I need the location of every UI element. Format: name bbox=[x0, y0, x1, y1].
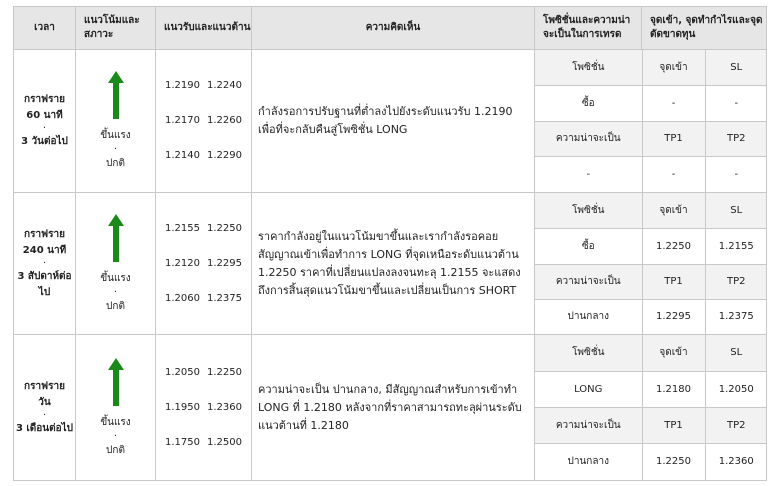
trend-strength: ขึ้นแรง bbox=[100, 272, 131, 284]
resistance-level: 1.2500 bbox=[207, 436, 242, 448]
position-value: 1.2180 bbox=[642, 371, 705, 407]
position-value: 1.2250 bbox=[642, 228, 705, 264]
trend-separator: · bbox=[113, 144, 118, 155]
position-value: ซื้อ bbox=[535, 228, 642, 264]
timeframe-separator: · bbox=[42, 257, 47, 269]
position-value: TP2 bbox=[705, 121, 767, 156]
position-table bbox=[535, 50, 767, 192]
position-row bbox=[535, 407, 767, 443]
support-level: 1.2155 bbox=[165, 222, 200, 234]
position-value: จุดเข้า bbox=[642, 193, 705, 228]
position-value: SL bbox=[705, 193, 767, 228]
resistance-level: 1.2290 bbox=[207, 150, 242, 161]
position-row bbox=[535, 299, 767, 334]
timeframe-cell bbox=[14, 193, 76, 335]
levels-cell bbox=[156, 335, 252, 481]
up-arrow-icon bbox=[108, 71, 124, 119]
timeframe-horizon: 3 วันต่อไป bbox=[21, 136, 68, 147]
position-value: TP1 bbox=[642, 121, 705, 156]
position-value: TP2 bbox=[705, 407, 767, 443]
level-pair bbox=[165, 115, 251, 127]
support-level: 1.2050 bbox=[165, 366, 200, 378]
position-value: - bbox=[705, 156, 767, 192]
timeframe-horizon: 3 เดือนต่อไป bbox=[15, 422, 74, 434]
level-pair bbox=[165, 293, 251, 305]
position-value: TP2 bbox=[705, 264, 767, 299]
timeframe-separator: · bbox=[42, 123, 47, 134]
comment-text: ราคากำลังอยู่ในแนวโน้มขาขึ้นและเรากำลังรอคอยสัญญาณเข้าเพื่อทำการ LONG ที่จุดเหนือระดับแนวต้าน 1.2250 ราคาที่เปลี่ยนแปลงลงจนทะลุ 1.2155 จะแสดงถึงการสิ้นสุดแนวโน้มขาขึ้นและเปลี่ยนเป็นการ SHORT bbox=[258, 229, 521, 297]
trend-strength: ขึ้นแรง bbox=[100, 416, 131, 428]
position-value: - bbox=[705, 85, 767, 121]
timeframe-line1: กราฟราย bbox=[24, 228, 65, 240]
position-row bbox=[535, 193, 767, 228]
trend-condition: ปกติ bbox=[106, 444, 125, 456]
position-value: ซื้อ bbox=[535, 85, 642, 121]
resistance-level: 1.2250 bbox=[207, 366, 242, 378]
trend-cell bbox=[76, 193, 156, 335]
trend-condition: ปกติ bbox=[106, 300, 125, 312]
trend-cell bbox=[76, 50, 156, 193]
timeframe-row bbox=[14, 193, 767, 335]
position-row bbox=[535, 264, 767, 299]
position-value: 1.2295 bbox=[642, 299, 705, 334]
support-level: 1.1750 bbox=[165, 436, 200, 448]
position-row bbox=[535, 121, 767, 156]
trend-cell bbox=[76, 335, 156, 481]
position-cell bbox=[535, 335, 767, 481]
position-table bbox=[535, 335, 767, 480]
support-level: 1.2120 bbox=[165, 257, 200, 269]
position-row bbox=[535, 335, 767, 371]
position-value: - bbox=[642, 85, 705, 121]
support-level: 1.2190 bbox=[165, 80, 200, 91]
position-value: จุดเข้า bbox=[642, 50, 705, 85]
timeframe-cell bbox=[14, 335, 76, 481]
timeframe-separator: · bbox=[42, 409, 47, 421]
comment-cell bbox=[252, 193, 535, 335]
header-time: เวลา bbox=[14, 7, 76, 50]
levels-cell bbox=[156, 193, 252, 335]
position-value: TP1 bbox=[642, 407, 705, 443]
position-value: ปานกลาง bbox=[535, 443, 642, 480]
analysis-table bbox=[13, 6, 767, 481]
resistance-level: 1.2250 bbox=[207, 222, 242, 234]
level-pair bbox=[165, 150, 251, 162]
comment-cell bbox=[252, 50, 535, 193]
header-row bbox=[14, 7, 767, 50]
position-value: ปานกลาง bbox=[535, 299, 642, 334]
up-arrow-icon bbox=[108, 358, 124, 406]
level-pair bbox=[165, 367, 251, 379]
position-cell bbox=[535, 50, 767, 193]
position-row bbox=[535, 443, 767, 480]
support-level: 1.1950 bbox=[165, 401, 200, 413]
position-value: 1.2155 bbox=[705, 228, 767, 264]
position-value: - bbox=[642, 156, 705, 192]
levels-cell bbox=[156, 50, 252, 193]
position-value: 1.2050 bbox=[705, 371, 767, 407]
position-value: 1.2360 bbox=[705, 443, 767, 480]
position-value: TP1 bbox=[642, 264, 705, 299]
trend-strength: ขึ้นแรง bbox=[100, 130, 131, 141]
level-pair bbox=[165, 223, 251, 235]
level-pair bbox=[165, 402, 251, 414]
position-row bbox=[535, 156, 767, 192]
position-row bbox=[535, 50, 767, 85]
position-value: SL bbox=[705, 50, 767, 85]
position-value: 1.2375 bbox=[705, 299, 767, 334]
up-arrow-icon bbox=[108, 214, 124, 262]
resistance-level: 1.2295 bbox=[207, 257, 242, 269]
timeframe-row bbox=[14, 335, 767, 481]
trend-separator: · bbox=[113, 286, 118, 298]
position-value: โพซิชั่น bbox=[535, 193, 642, 228]
position-value: SL bbox=[705, 335, 767, 371]
support-level: 1.2170 bbox=[165, 115, 200, 126]
comment-cell bbox=[252, 335, 535, 481]
position-row bbox=[535, 85, 767, 121]
position-value: โพซิชั่น bbox=[535, 50, 642, 85]
timeframe-cell bbox=[14, 50, 76, 193]
comment-text: กำลังรอการปรับฐานที่ต่ำลงไปยังระดับแนวรับ 1.2190 เพื่อที่จะกลับคืนสู่โพซิชั่น LONG bbox=[258, 105, 513, 136]
position-value: ความน่าจะเป็น bbox=[535, 407, 642, 443]
timeframe-row bbox=[14, 50, 767, 193]
support-level: 1.2140 bbox=[165, 150, 200, 161]
timeframe-line2: วัน bbox=[38, 396, 51, 408]
timeframe-line1: กราฟราย bbox=[24, 94, 65, 105]
header-comment: ความคิดเห็น bbox=[252, 7, 535, 50]
level-pair bbox=[165, 80, 251, 92]
position-value: โพซิชั่น bbox=[535, 335, 642, 371]
header-position: โพซิชั่นและความน่าจะเป็นในการเทรด bbox=[535, 7, 642, 50]
header-targets: จุดเข้า, จุดทำกำไรและจุดตัดขาดทุน bbox=[642, 7, 767, 50]
comment-text: ความน่าจะเป็น ปานกลาง, มีสัญญาณสำหรับการเข้าทำ LONG ที่ 1.2180 หลังจากที่ราคาสามารถทะลุผ่านระดับแนวต้านที่ 1.2180 bbox=[258, 382, 522, 432]
trend-condition: ปกติ bbox=[106, 158, 125, 169]
position-value: - bbox=[535, 156, 642, 192]
position-value: ความน่าจะเป็น bbox=[535, 264, 642, 299]
position-value: จุดเข้า bbox=[642, 335, 705, 371]
position-row bbox=[535, 228, 767, 264]
header-trend: แนวโน้มและสภาวะ bbox=[76, 7, 156, 50]
resistance-level: 1.2240 bbox=[207, 80, 242, 91]
resistance-level: 1.2375 bbox=[207, 292, 242, 304]
timeframe-horizon: 3 สัปดาห์ต่อไป bbox=[17, 270, 72, 298]
trend-separator: · bbox=[113, 430, 118, 442]
level-pair bbox=[165, 437, 251, 449]
position-cell bbox=[535, 193, 767, 335]
support-level: 1.2060 bbox=[165, 292, 200, 304]
position-table bbox=[535, 193, 767, 334]
header-levels: แนวรับและแนวต้าน bbox=[156, 7, 252, 50]
position-row bbox=[535, 371, 767, 407]
resistance-level: 1.2260 bbox=[207, 115, 242, 126]
position-value: ความน่าจะเป็น bbox=[535, 121, 642, 156]
level-pair bbox=[165, 258, 251, 270]
resistance-level: 1.2360 bbox=[207, 401, 242, 413]
timeframe-line2: 240 นาที bbox=[22, 244, 67, 256]
timeframe-line2: 60 นาที bbox=[26, 110, 63, 121]
position-value: 1.2250 bbox=[642, 443, 705, 480]
position-value: LONG bbox=[535, 371, 642, 407]
timeframe-line1: กราฟราย bbox=[24, 380, 65, 392]
